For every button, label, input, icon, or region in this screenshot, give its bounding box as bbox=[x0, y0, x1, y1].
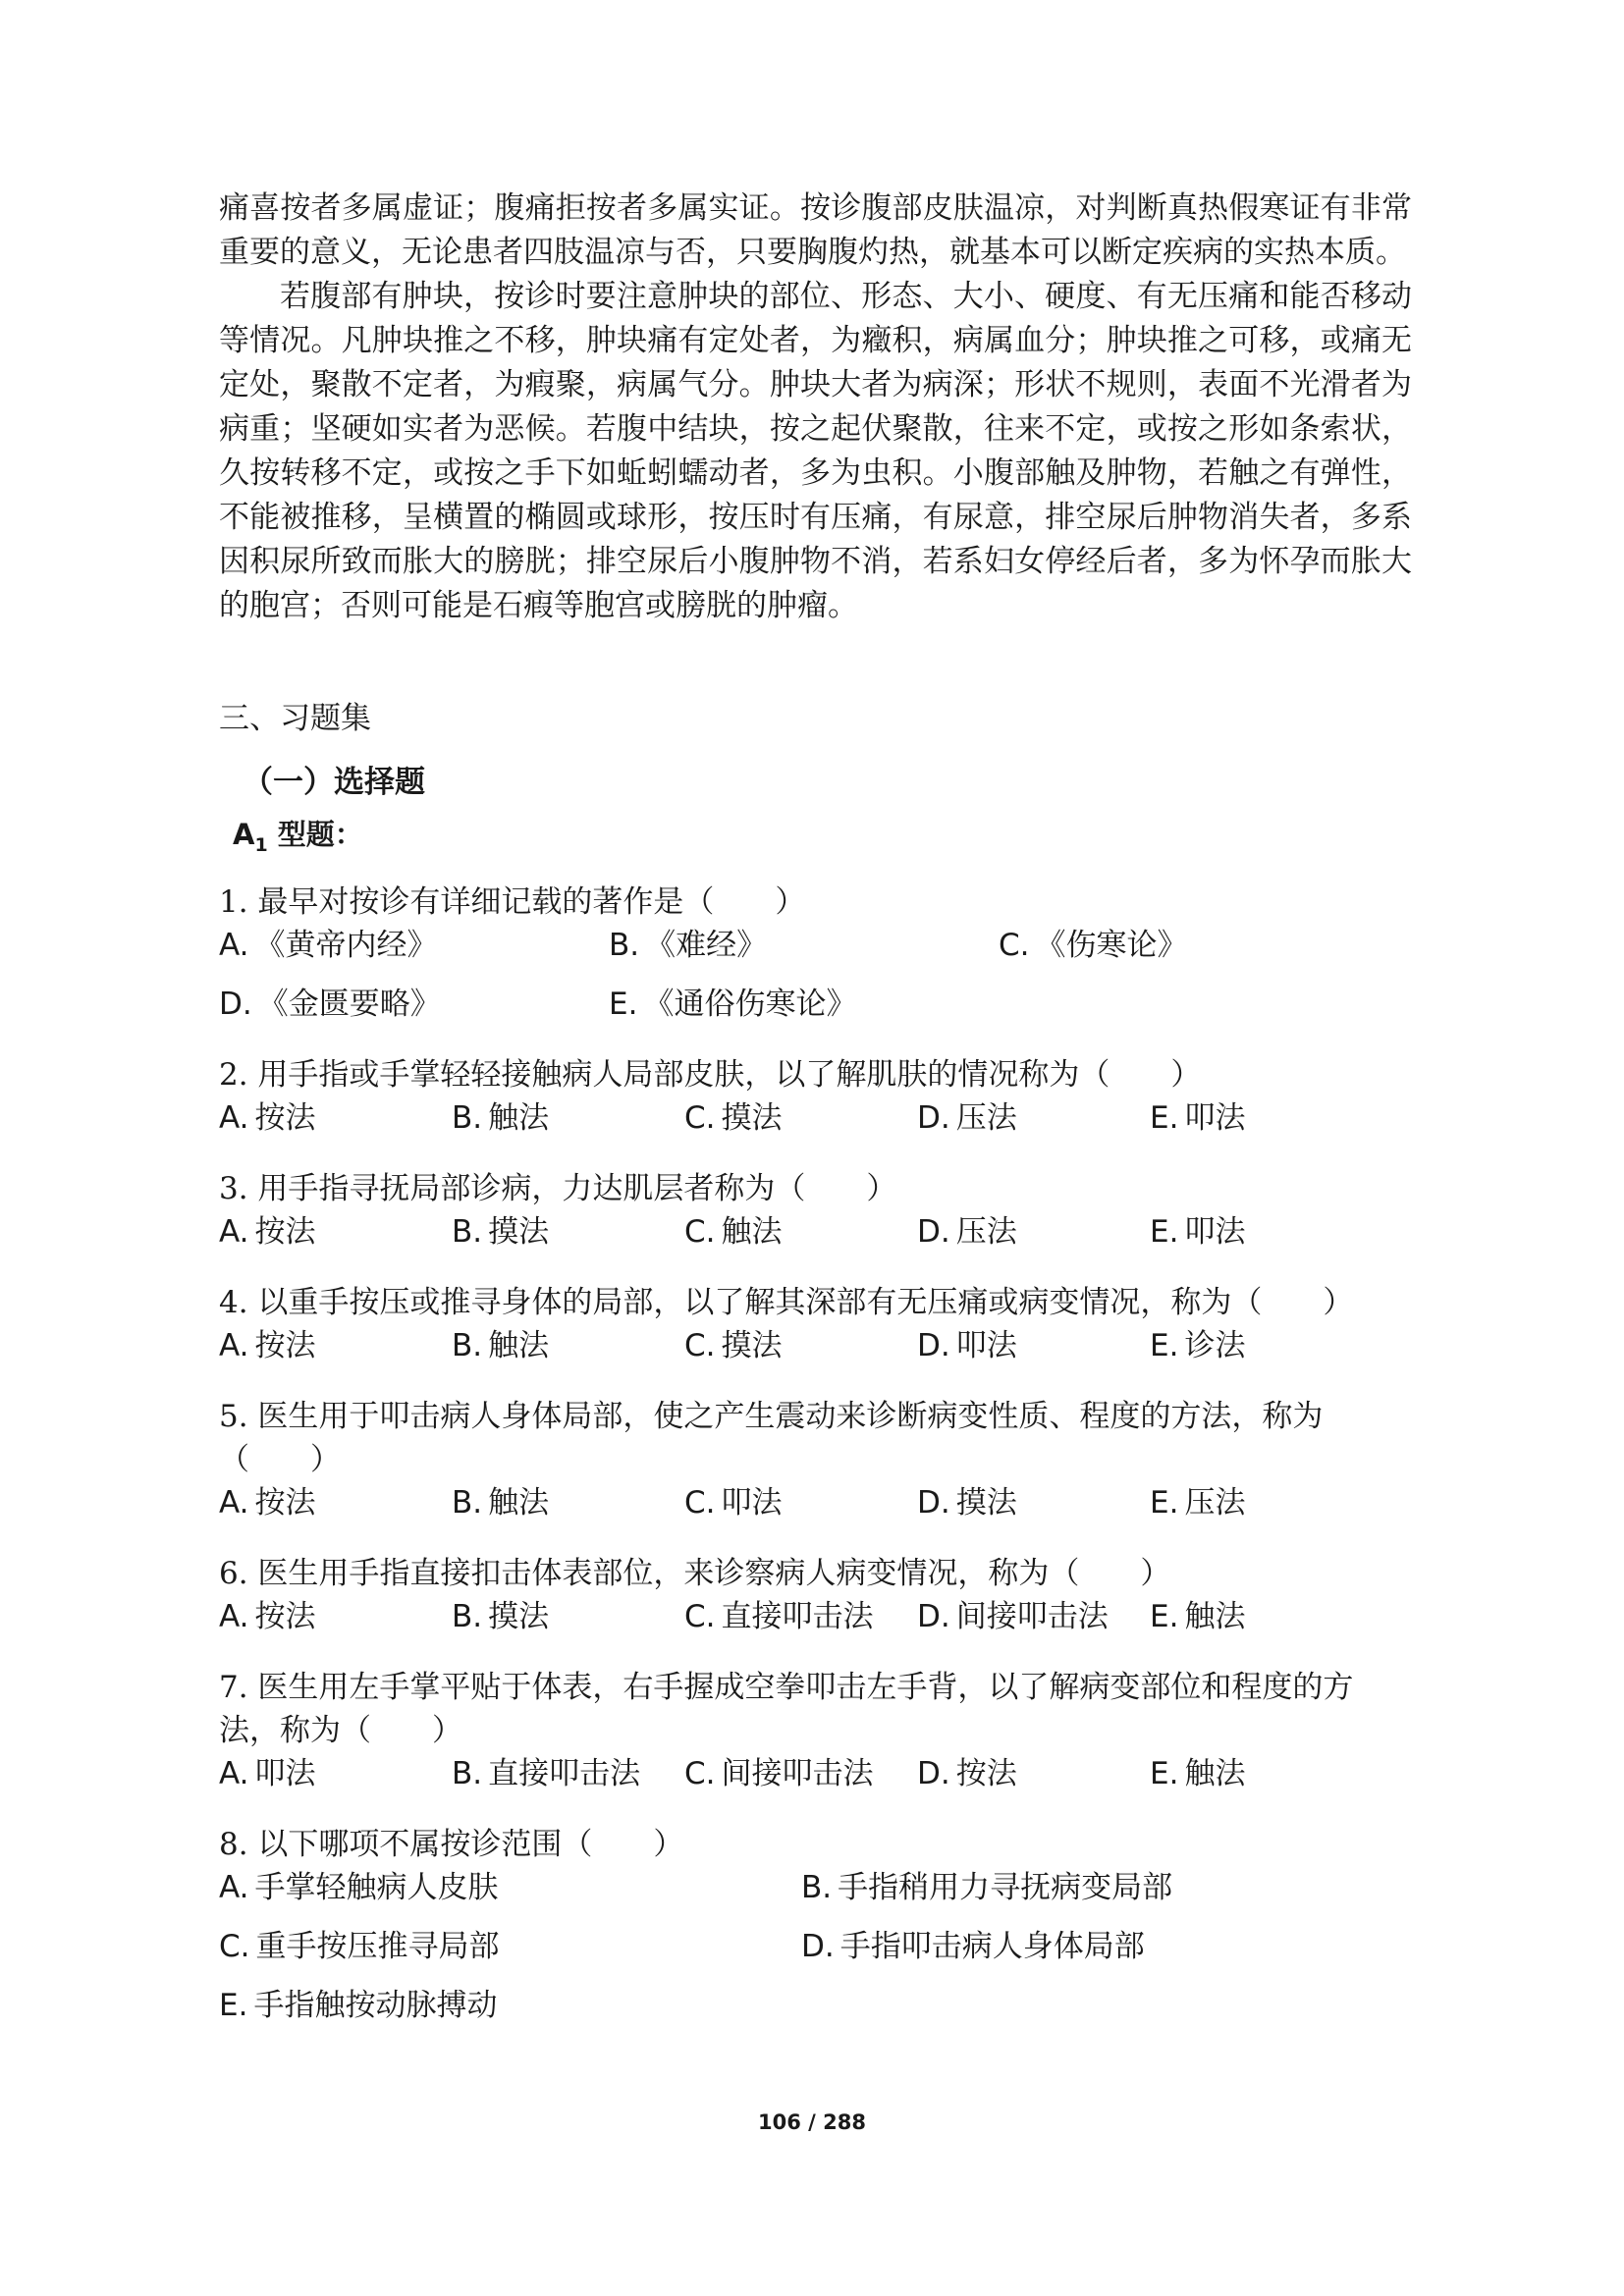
option-b: B. 摸法 bbox=[452, 1213, 550, 1250]
option-b: B. 触法 bbox=[452, 1327, 550, 1363]
page-number: 106 / 288 bbox=[758, 2110, 866, 2134]
question-stem: 1. 最早对按诊有详细记载的著作是（ ） bbox=[219, 883, 806, 920]
question-stem: 6. 医生用手指直接扣击体表部位，来诊察病人病变情况，称为（ ） bbox=[219, 1555, 1171, 1591]
option-b: B. 触法 bbox=[452, 1099, 550, 1136]
option-e: E. 压法 bbox=[1150, 1484, 1246, 1521]
page-content bbox=[219, 187, 1412, 2027]
option-d: D. 间接叩击法 bbox=[917, 1598, 1109, 1634]
question-stem: 5. 医生用于叩击病人身体局部，使之产生震动来诊断病变性质、程度的方法，称为（ ） bbox=[219, 1398, 1324, 1477]
option-d: D. 摸法 bbox=[917, 1484, 1017, 1521]
option-a: A. 按法 bbox=[219, 1213, 316, 1250]
option-list bbox=[219, 1324, 1412, 1367]
question-stem: 2. 用手指或手掌轻轻接触病人局部皮肤，以了解肌肤的情况称为（ ） bbox=[219, 1056, 1202, 1093]
question-6 bbox=[219, 1552, 1412, 1638]
option-b: B. 触法 bbox=[452, 1484, 550, 1521]
section-title: 三、习题集 bbox=[219, 701, 371, 736]
question-3 bbox=[219, 1167, 1412, 1254]
option-list bbox=[219, 1210, 1412, 1254]
question-7 bbox=[219, 1666, 1412, 1795]
option-c: C. 重手按压推寻局部 bbox=[219, 1928, 500, 1964]
option-e: E. 手指触按动脉搏动 bbox=[219, 1987, 498, 2023]
question-stem: 7. 医生用左手掌平贴于体表，右手握成空拳叩击左手背，以了解病变部位和程度的方法，称为（ ） bbox=[219, 1669, 1354, 1748]
subsection-title: （一）选择题 bbox=[243, 765, 425, 800]
option-d: D. 叩法 bbox=[917, 1327, 1017, 1363]
option-e: E. 叩法 bbox=[1150, 1099, 1246, 1136]
question-4 bbox=[219, 1281, 1412, 1367]
option-c: C. 直接叩击法 bbox=[684, 1598, 874, 1634]
option-c: C. 触法 bbox=[684, 1213, 783, 1250]
option-a: A. 按法 bbox=[219, 1598, 316, 1634]
option-b: B. 直接叩击法 bbox=[452, 1755, 641, 1791]
option-e: E. 《通俗伤寒论》 bbox=[609, 986, 857, 1022]
option-list bbox=[219, 1481, 1412, 1524]
option-e: E. 触法 bbox=[1150, 1755, 1246, 1791]
question-type-title: $A_1$ 型题： bbox=[233, 818, 363, 856]
option-a: A. 按法 bbox=[219, 1484, 316, 1521]
option-list bbox=[219, 924, 1412, 1026]
option-a: A. 按法 bbox=[219, 1099, 316, 1136]
option-a: A. 叩法 bbox=[219, 1755, 316, 1791]
option-list bbox=[219, 1595, 1412, 1638]
option-c: C. 摸法 bbox=[684, 1327, 783, 1363]
option-list bbox=[219, 1096, 1412, 1140]
option-e: E. 诊法 bbox=[1150, 1327, 1246, 1363]
question-5 bbox=[219, 1395, 1412, 1524]
option-list bbox=[219, 1866, 1412, 2027]
option-a: A. 按法 bbox=[219, 1327, 316, 1363]
option-e: E. 触法 bbox=[1150, 1598, 1246, 1634]
option-d: D. 手指叩击病人身体局部 bbox=[801, 1928, 1145, 1964]
option-c: C. 摸法 bbox=[684, 1099, 783, 1136]
option-c: C. 叩法 bbox=[684, 1484, 783, 1521]
body-paragraph: 若腹部有肿块，按诊时要注意肿块的部位、形态、大小、硬度、有无压痛和能否移动等情况。凡肿块推之不移，肿块痛有定处者，为癥积，病属血分；肿块推之可移，或痛无定处，聚散不定者，为瘕聚，病属气分。肿块大者为病深；形状不规则，表面不光滑者为病重；坚硬如实者为恶候。若腹中结块，按之起伏聚散，往来不定，或按之形如条索状，久按转移不定，或按之手下如蚯蚓蠕动者，多为虫积。小腹部触及肿物，若触之有弹性，不能被推移，呈横置的椭圆或球形，按压时有压痛，有尿意，排空尿后肿物消失者，多系因积尿所致而胀大的膀胱；排空尿后小腹肿物不消，若系妇女停经后者，多为怀孕而胀大的胞宫；否则可能是石瘕等胞宫或膀胱的肿瘤。 bbox=[219, 279, 1412, 623]
option-a: A. 《黄帝内经》 bbox=[219, 927, 438, 963]
option-b: B. 《难经》 bbox=[609, 927, 768, 963]
option-d: D. 压法 bbox=[917, 1213, 1017, 1250]
question-stem: 4. 以重手按压或推寻身体的局部，以了解其深部有无压痛或病变情况，称为（ ） bbox=[219, 1284, 1354, 1320]
question-stem: 8. 以下哪项不属按诊范围（ ） bbox=[219, 1826, 684, 1862]
option-d: D. 《金匮要略》 bbox=[219, 986, 441, 1022]
option-c: C. 《伤寒论》 bbox=[999, 927, 1188, 963]
option-b: B. 手指稍用力寻抚病变局部 bbox=[801, 1869, 1173, 1905]
option-c: C. 间接叩击法 bbox=[684, 1755, 874, 1791]
option-b: B. 摸法 bbox=[452, 1598, 550, 1634]
option-e: E. 叩法 bbox=[1150, 1213, 1246, 1250]
question-8 bbox=[219, 1823, 1412, 2027]
option-list bbox=[219, 1752, 1412, 1795]
option-d: D. 按法 bbox=[917, 1755, 1017, 1791]
question-stem: 3. 用手指寻抚局部诊病，力达肌层者称为（ ） bbox=[219, 1170, 897, 1206]
body-paragraph: 痛喜按者多属虚证；腹痛拒按者多属实证。按诊腹部皮肤温凉，对判断真热假寒证有非常重要的意义，无论患者四肢温凉与否，只要胸腹灼热，就基本可以断定疾病的实热本质。 bbox=[219, 190, 1412, 270]
option-a: A. 手掌轻触病人皮肤 bbox=[219, 1869, 499, 1905]
option-d: D. 压法 bbox=[917, 1099, 1017, 1136]
question-1 bbox=[219, 881, 1412, 1026]
question-2 bbox=[219, 1053, 1412, 1140]
